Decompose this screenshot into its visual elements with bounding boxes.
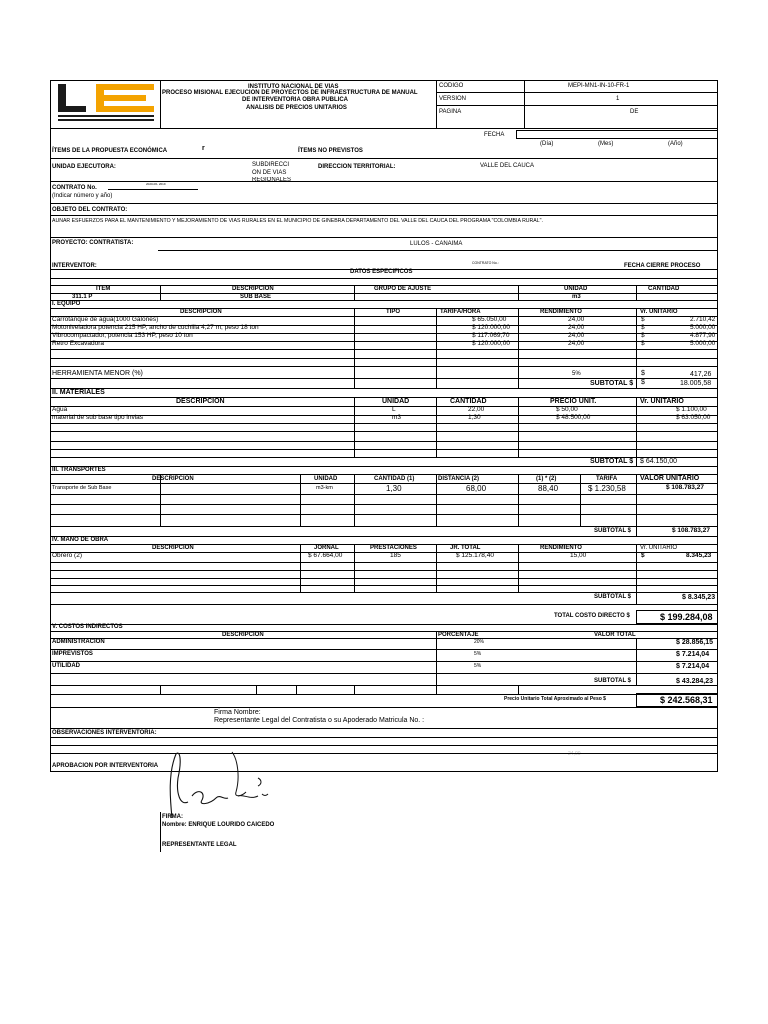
transportes-producto-header: (1) * (2) bbox=[536, 476, 557, 482]
mano-rend-header: RENDIMIENTO bbox=[540, 545, 582, 551]
indirectos-row-descripcion: UTILIDAD bbox=[52, 663, 80, 669]
unidad-ejecutora-label: UNIDAD EJECUTORA: bbox=[52, 164, 116, 170]
mano-vr-header: Vr. UNITARIO bbox=[640, 545, 678, 551]
mano-obra-title: IV. MANO DE OBRA bbox=[52, 537, 109, 543]
transportes-desc-header: DESCRIPCION bbox=[152, 476, 194, 482]
transportes-unidad-header: UNIDAD bbox=[314, 476, 338, 482]
representante-legal-label: REPRESENTANTE LEGAL bbox=[162, 842, 237, 848]
transportes-row-producto: 88,40 bbox=[538, 484, 559, 493]
mano-row-rendimiento: 15,00 bbox=[570, 552, 587, 559]
mano-row-jornal: $ 67.664,00 bbox=[308, 552, 343, 559]
faint-value: 24,00 bbox=[568, 751, 581, 757]
equipo-row-currency: $ bbox=[641, 340, 645, 347]
pagina-label: PAGINA bbox=[439, 109, 462, 115]
materiales-row-vr-unitario: $ 1.100,00 bbox=[676, 406, 707, 413]
equipo-row-rendimiento: 24,00 bbox=[568, 332, 585, 339]
items-no-previstos-label: ÍTEMS NO PREVISTOS bbox=[298, 148, 363, 154]
mano-jrtotal-header: JR. TOTAL bbox=[450, 545, 481, 551]
materiales-desc-header: DESCRIPCION bbox=[176, 398, 225, 405]
valle-value: VALLE DEL CAUCA bbox=[480, 163, 535, 169]
transportes-tarifa-header: TARIFA bbox=[596, 476, 618, 482]
mano-prestaciones-header: PRESTACIONES bbox=[370, 545, 417, 551]
transportes-row-valor: $ 108.783,27 bbox=[666, 484, 704, 491]
contrato-no-small: CONTRATO No.: bbox=[472, 261, 499, 265]
equipo-row-vr-unitario: 5.000,00 bbox=[690, 340, 716, 347]
item-unidad-value: m3 bbox=[572, 294, 581, 300]
precio-total-label: Precio Unitario Total Aproximado al Peso $ bbox=[504, 696, 606, 702]
herramienta-value: 417,26 bbox=[690, 371, 712, 378]
materiales-unidad-header: UNIDAD bbox=[382, 398, 410, 405]
materiales-row-descripcion: material de sub base tipo invias bbox=[52, 414, 144, 421]
herramienta-currency: $ bbox=[641, 370, 645, 377]
direccion-territorial-label: DIRECCION TERRITORIAL: bbox=[318, 164, 396, 170]
materiales-subtotal-label: SUBTOTAL $ bbox=[590, 458, 634, 465]
equipo-row-descripcion: Motoniveladora potencia 215 HP, ancho de cuchilla 4,27 m, peso 18 ton bbox=[52, 324, 259, 331]
materiales-row-unidad: L bbox=[392, 406, 396, 413]
mano-subtotal-value: $ 8.345,23 bbox=[682, 594, 716, 601]
equipo-row-currency: $ bbox=[641, 324, 645, 331]
interventor-label: INTERVENTOR: bbox=[52, 263, 97, 269]
grupo-col-header: GRUPO DE AJUSTE bbox=[374, 286, 432, 292]
equipo-subtotal-label: SUBTOTAL $ bbox=[590, 380, 634, 387]
transportes-cantidad-header: CANTIDAD (1) bbox=[374, 476, 415, 482]
contratista-value: LULOS - CANAIMA bbox=[410, 241, 463, 247]
indirectos-desc-header: DESCRIPCION bbox=[222, 632, 264, 638]
transportes-distancia-header: DISTANCIA (2) bbox=[438, 476, 479, 482]
fecha-mes: (Mes) bbox=[598, 141, 614, 147]
contrato-note: (Indicar número y año) bbox=[52, 193, 113, 199]
fecha-anio: (Año) bbox=[668, 141, 683, 147]
materiales-vr-header: Vr. UNITARIO bbox=[640, 398, 684, 405]
fecha-field[interactable] bbox=[516, 130, 718, 139]
firma-nombre-label: Firma Nombre: bbox=[214, 709, 261, 716]
subdireccion-line-1: SUBDIRECCI bbox=[252, 162, 290, 168]
indirectos-row-descripcion: ADMINISTRACION bbox=[52, 639, 105, 645]
equipo-row-vr-unitario: 2.710,42 bbox=[690, 316, 716, 323]
materiales-row-precio: $ 48.500,00 bbox=[556, 414, 591, 421]
indirectos-row-valor: $ 28.856,15 bbox=[676, 639, 713, 646]
aprobacion-label: APROBACION POR INTERVENTORIA bbox=[52, 763, 159, 769]
item-desc-value: SUB BASE bbox=[240, 294, 272, 300]
materiales-subtotal-value: $ 64.150,00 bbox=[640, 458, 677, 465]
indirectos-valor-header: VALOR TOTAL bbox=[594, 632, 636, 638]
precio-total-value: $ 242.568,31 bbox=[660, 695, 713, 705]
item-col-header: ITEM bbox=[96, 286, 111, 292]
equipo-subtotal-currency: $ bbox=[641, 379, 645, 386]
transportes-row-tarifa: $ 1.230,58 bbox=[588, 484, 626, 493]
contrato-value: 2020-06- 2019 bbox=[146, 182, 166, 186]
cantidad-col-header: CANTIDAD bbox=[648, 286, 680, 292]
transportes-row-cantidad: 1,30 bbox=[386, 484, 402, 493]
equipo-row-vr-unitario: 5.000,00 bbox=[690, 324, 716, 331]
transportes-title: III. TRANSPORTES bbox=[52, 467, 106, 473]
indirectos-row-valor: $ 7.214,04 bbox=[676, 663, 710, 670]
firma-label: FIRMA: bbox=[162, 814, 183, 820]
equipo-row-rendimiento: 24,00 bbox=[568, 324, 585, 331]
indirectos-row-descripcion: IMPREVISTOS bbox=[52, 651, 93, 657]
checkbox-mark: r bbox=[202, 145, 205, 152]
equipo-row-rendimiento: 24,00 bbox=[568, 340, 585, 347]
materiales-row-descripcion: Agua bbox=[52, 406, 68, 413]
items-propuesta-label: ÍTEMS DE LA PROPUESTA ECONÓMICA bbox=[52, 148, 168, 154]
equipo-row-rendimiento: 24,00 bbox=[568, 316, 585, 323]
observaciones-label: OBSERVACIONES INTERVENTORIA: bbox=[52, 730, 157, 736]
transportes-subtotal-value: $ 108.783,27 bbox=[672, 527, 710, 534]
equipo-row-tarifa: $ 117.069,70 bbox=[472, 332, 510, 339]
nombre-label: Nombre: ENRIQUE LOURIDO CAICEDO bbox=[162, 822, 275, 828]
de-label: DE bbox=[630, 109, 639, 115]
materiales-cantidad-header: CANTIDAD bbox=[450, 398, 487, 405]
equipo-row-descripcion: Retro Excavadora bbox=[52, 340, 105, 347]
mano-row-vr-unitario: 8.345,23 bbox=[686, 552, 712, 559]
indirectos-subtotal-label: SUBTOTAL $ bbox=[594, 678, 632, 684]
equipo-rend-header: RENDIMIENTO bbox=[540, 309, 582, 315]
materiales-row-unidad: m3 bbox=[392, 414, 402, 421]
indirectos-pct-header: PORCENTAJE bbox=[438, 632, 479, 638]
transportes-row-distancia: 68,00 bbox=[466, 484, 487, 493]
equipo-tipo-header: TIPO bbox=[386, 309, 401, 315]
document-name: ANALISIS DE PRECIOS UNITARIOS bbox=[246, 105, 347, 111]
mano-subtotal-label: SUBTOTAL $ bbox=[594, 594, 632, 600]
transportes-valor-header: VALOR UNITARIO bbox=[640, 475, 700, 482]
objeto-label: OBJETO DEL CONTRATO: bbox=[52, 207, 128, 213]
indirectos-row-valor: $ 7.214,04 bbox=[676, 651, 710, 658]
process-line-1: PROCESO MISIONAL EJECUCION DE PROYECTOS DE INFRAESTRUCTURA DE MANUAL bbox=[162, 90, 418, 96]
herramienta-label: HERRAMIENTA MENOR (%) bbox=[52, 370, 143, 377]
transportes-row-unidad: m3-km bbox=[316, 485, 333, 491]
fecha-dia: (Día) bbox=[540, 141, 554, 147]
equipo-desc-header: DESCRIPCION bbox=[180, 309, 222, 315]
process-line-2: DE INTERVENTORIA OBRA PUBLICA bbox=[242, 97, 349, 103]
equipo-subtotal-value: 18.005,58 bbox=[680, 380, 712, 387]
codigo-value: MEPI-MN1-IN-10-FR-1 bbox=[568, 83, 630, 89]
total-directo-value: $ 199.284,08 bbox=[660, 612, 713, 622]
equipo-row-currency: $ bbox=[641, 332, 645, 339]
indirectos-subtotal-value: $ 43.284,23 bbox=[676, 678, 713, 685]
fecha-label: FECHA bbox=[484, 132, 505, 138]
datos-especificos-label: DATOS ESPECIFICOS bbox=[350, 269, 413, 275]
subdireccion-line-2: ON DE VIAS bbox=[252, 170, 287, 176]
transportes-row-descripcion: Transporte de Sub Base bbox=[52, 485, 112, 491]
mano-row-descripcion: Obrero (2) bbox=[52, 552, 82, 559]
version-label: VERSION bbox=[439, 96, 467, 102]
unidad-col-header: UNIDAD bbox=[564, 286, 588, 292]
indirectos-row-porcentaje: 20% bbox=[474, 639, 485, 645]
fecha-cierre-label: FECHA CIERRE PROCESO bbox=[624, 263, 701, 269]
item-value: 311.1 P bbox=[72, 294, 93, 300]
materiales-precio-header: PRECIO UNIT. bbox=[550, 398, 597, 405]
mano-row-currency: $ bbox=[641, 552, 645, 559]
materiales-row-precio: $ 50,00 bbox=[556, 406, 578, 413]
materiales-row-cantidad: 22,00 bbox=[468, 406, 485, 413]
mano-jornal-header: JORNAL bbox=[314, 545, 339, 551]
materiales-title: II. MATERIALES bbox=[52, 389, 105, 396]
subdireccion-line-3: REGIONALES bbox=[252, 177, 292, 182]
materiales-row-vr-unitario: $ 63.050,00 bbox=[676, 414, 711, 421]
signature-image bbox=[158, 748, 278, 820]
representante-text: Representante Legal del Contratista o su Apoderado Matricula No. : bbox=[214, 717, 425, 724]
transportes-subtotal-label: SUBTOTAL $ bbox=[594, 528, 632, 534]
mano-row-jr-total: $ 125.178,40 bbox=[456, 552, 494, 559]
invias-logo bbox=[56, 84, 156, 122]
equipo-tarifa-header: TARIFA/HORA bbox=[440, 309, 481, 315]
proyecto-label: PROYECTO: CONTRATISTA: bbox=[52, 240, 134, 246]
version-value: 1 bbox=[616, 96, 620, 102]
indirectos-title: V. COSTOS INDIRECTOS bbox=[52, 624, 123, 630]
equipo-row-vr-unitario: 4.877,90 bbox=[690, 332, 716, 339]
equipo-vr-header: Vr. UNITARIO bbox=[640, 309, 678, 315]
equipo-row-descripcion: Vibrocompactador, potencia 153 HP, peso 10 ton bbox=[52, 332, 193, 339]
indirectos-row-porcentaje: 5% bbox=[474, 663, 482, 669]
institution-name: INSTITUTO NACIONAL DE VIAS bbox=[248, 84, 339, 90]
objeto-text: AUNAR ESFUERZOS PARA EL MANTENIMIENTO Y MEJORAMIENTO DE VIAS RURALES EN EL MUNICIPIO DE GINEBRA DEPARTAMENTO DEL VALLE DEL CAUCA DEL PROGRAMA "COLOMBIA RURAL". bbox=[52, 218, 543, 224]
item-desc-col-header: DESCRIPCION bbox=[232, 286, 274, 292]
equipo-title: I. EQUIPO bbox=[52, 301, 81, 307]
total-directo-label: TOTAL COSTO DIRECTO $ bbox=[554, 613, 630, 619]
equipo-row-tarifa: $ 120.000,00 bbox=[472, 340, 510, 347]
equipo-row-currency: $ bbox=[641, 316, 645, 323]
materiales-row-cantidad: 1,30 bbox=[468, 414, 481, 421]
equipo-row-tarifa: $ 120.000,00 bbox=[472, 324, 510, 331]
indirectos-row-porcentaje: 5% bbox=[474, 651, 482, 657]
mano-row-prestaciones: 185 bbox=[390, 552, 401, 559]
mano-desc-header: DESCRIPCION bbox=[152, 545, 194, 551]
herramienta-pct: 5% bbox=[572, 371, 581, 377]
equipo-row-tarifa: $ 65.050,00 bbox=[472, 316, 507, 323]
codigo-label: CODIGO bbox=[439, 83, 464, 89]
equipo-row-descripcion: Carrotanque de agua(1000 Galones) bbox=[52, 316, 159, 323]
contrato-label: CONTRATO No. bbox=[52, 185, 97, 191]
